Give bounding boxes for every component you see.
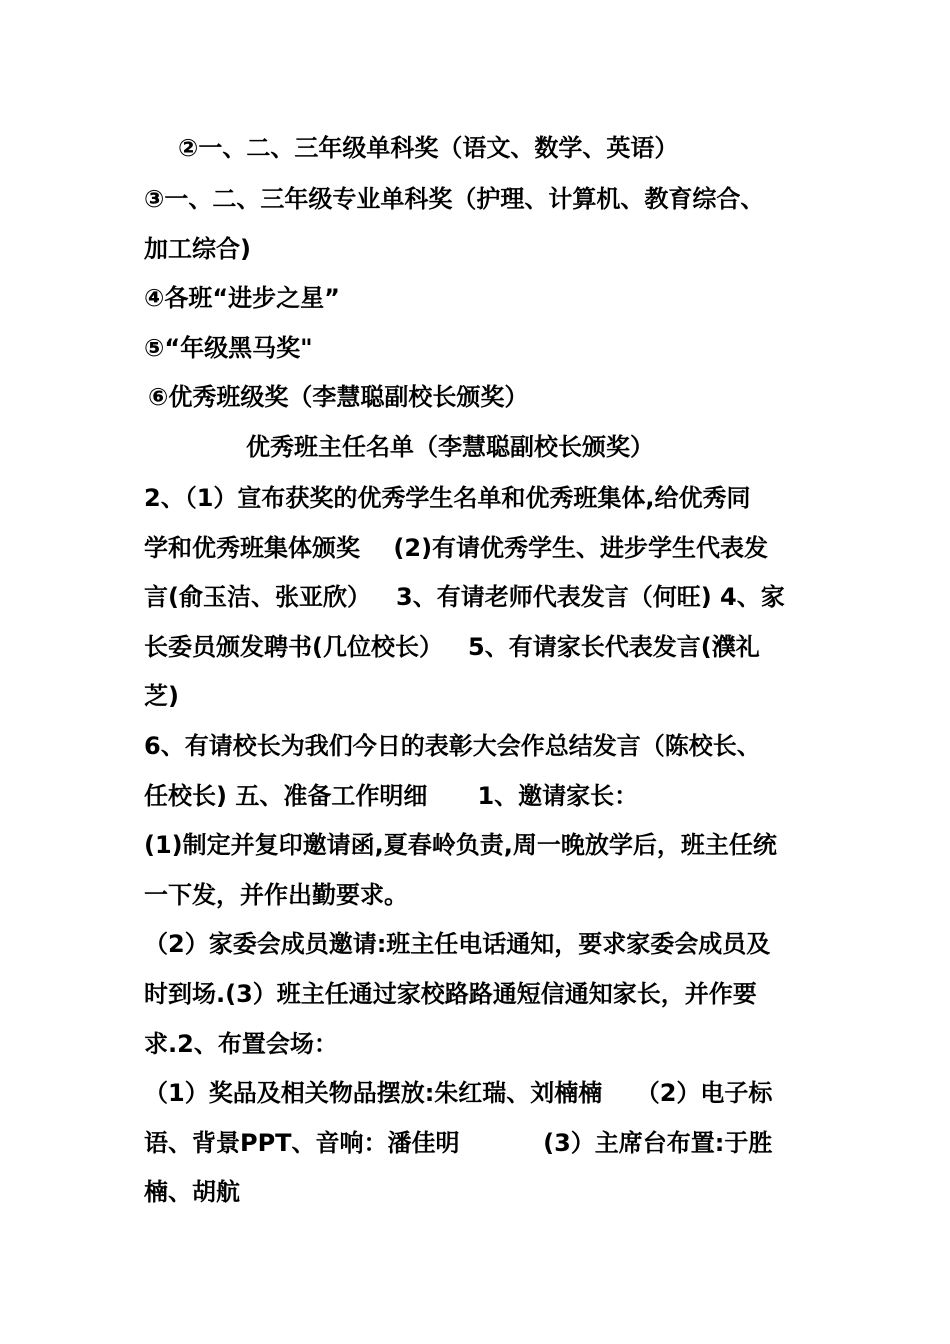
paragraph-line: 2、（1）宣布获奖的优秀学生名单和优秀班集体,给优秀同: [144, 484, 751, 512]
paragraph-line: (1)制定并复印邀请函,夏春岭负责,周一晚放学后，班主任统: [144, 831, 777, 859]
paragraph-line: 芝): [144, 682, 179, 710]
teacher-list-heading: 优秀班主任名单（李慧聪副校长颁奖）: [246, 433, 654, 461]
award-item-2: ②一、二、三年级单科奖（语文、数学、英语）: [178, 134, 679, 162]
paragraph-line: 学和优秀班集体颁奖 (2)有请优秀学生、进步学生代表发: [144, 534, 769, 562]
paragraph-line: 时到场.(3）班主任通过家校路路通短信通知家长，并作要: [144, 980, 757, 1008]
award-item-5: ⑤“年级黑马奖": [144, 334, 313, 362]
paragraph-line: 一下发，并作出勤要求。: [144, 881, 408, 909]
paragraph-line: 任校长) 五、准备工作明细 1、邀请家长：: [144, 782, 639, 810]
paragraph-line: （1）奖品及相关物品摆放:朱红瑞、刘楠楠 （2）电子标: [144, 1079, 773, 1107]
paragraph-line: （2）家委会成员邀请:班主任电话通知，要求家委会成员及: [144, 930, 771, 958]
award-item-6: ⑥优秀班级奖（李慧聪副校长颁奖）: [148, 383, 529, 411]
paragraph-line: 6、有请校长为我们今日的表彰大会作总结发言（陈校长、: [144, 732, 761, 760]
paragraph-line: 长委员颁发聘书(几位校长） 5、有请家长代表发言(濮礼: [144, 633, 760, 661]
paragraph-line: 言(俞玉洁、张亚欣） 3、有请老师代表发言（何旺) 4、家: [144, 583, 785, 611]
award-item-3: ③一、二、三年级专业单科奖（护理、计算机、教育综合、: [144, 185, 765, 213]
paragraph-line: 楠、胡航: [144, 1178, 240, 1206]
award-item-3-cont: 加工综合): [144, 235, 251, 263]
paragraph-line: 求.2、布置会场：: [144, 1030, 338, 1058]
award-item-4: ④各班“进步之星”: [144, 284, 340, 312]
paragraph-line: 语、背景PPT、音响：潘佳明 (3）主席台布置:于胜: [144, 1129, 773, 1157]
